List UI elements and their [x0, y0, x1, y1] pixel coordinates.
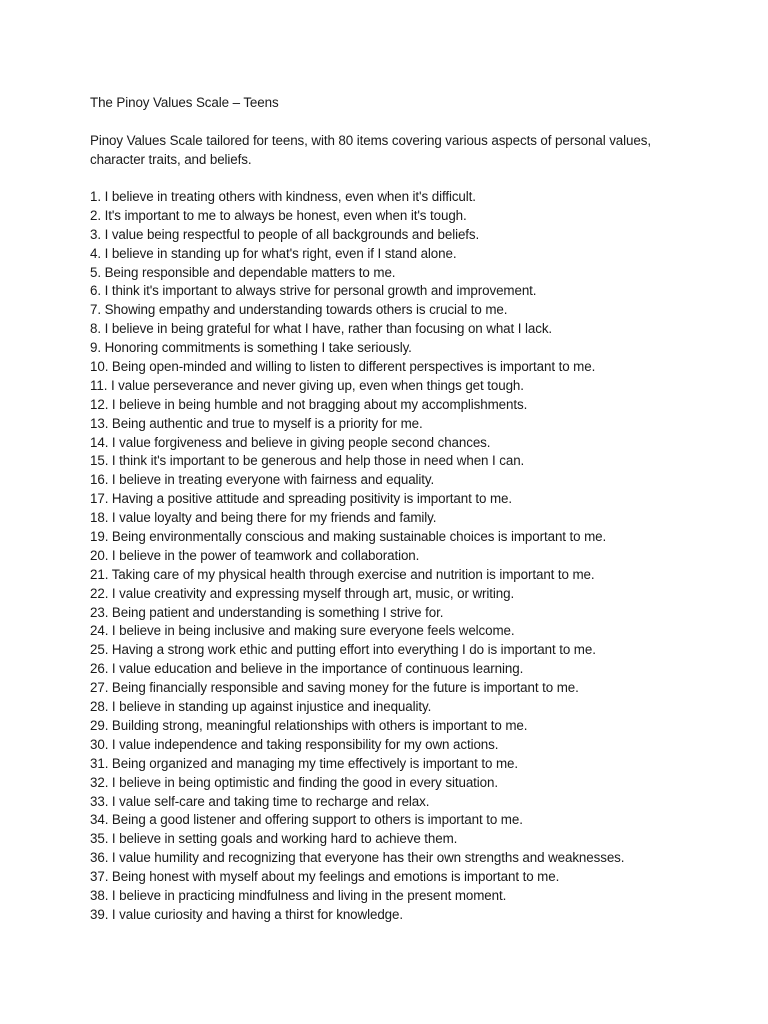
values-item: 14. I value forgiveness and believe in giving people second chances.	[90, 434, 491, 450]
values-item: 13. Being authentic and true to myself is a priority for me.	[90, 415, 423, 431]
values-item: 23. Being patient and understanding is something I strive for.	[90, 604, 444, 620]
values-item: 7. Showing empathy and understanding towards others is crucial to me.	[90, 302, 508, 318]
values-item: 27. Being financially responsible and saving money for the future is important to me.	[90, 680, 579, 696]
values-item: 9. Honoring commitments is something I take seriously.	[90, 340, 412, 356]
values-item: 6. I think it's important to always strive for personal growth and improvement.	[90, 283, 537, 299]
document-content	[90, 93, 690, 925]
values-item: 22. I value creativity and expressing myself through art, music, or writing.	[90, 585, 515, 601]
values-item: 10. Being open-minded and willing to listen to different perspectives is important to me.	[90, 359, 596, 375]
document-intro: Pinoy Values Scale tailored for teens, with 80 items covering various aspects of personal values, character traits, and beliefs.	[90, 133, 651, 167]
values-item: 17. Having a positive attitude and spreading positivity is important to me.	[90, 491, 512, 507]
values-item: 25. Having a strong work ethic and putting effort into everything I do is important to me.	[90, 642, 596, 658]
values-item: 38. I believe in practicing mindfulness and living in the present moment.	[90, 887, 507, 903]
document-title: The Pinoy Values Scale – Teens	[90, 95, 279, 110]
values-item: 11. I value perseverance and never giving up, even when things get tough.	[90, 377, 524, 393]
values-item: 15. I think it's important to be generous and help those in need when I can.	[90, 453, 525, 469]
values-item: 5. Being responsible and dependable matters to me.	[90, 264, 396, 280]
values-item: 34. Being a good listener and offering support to others is important to me.	[90, 812, 523, 828]
values-item: 39. I value curiosity and having a thirst for knowledge.	[90, 906, 403, 922]
values-item: 37. Being honest with myself about my feelings and emotions is important to me.	[90, 869, 560, 885]
values-item: 3. I value being respectful to people of all backgrounds and beliefs.	[90, 226, 480, 242]
values-item: 31. Being organized and managing my time effectively is important to me.	[90, 755, 518, 771]
values-item: 26. I value education and believe in the importance of continuous learning.	[90, 661, 524, 677]
values-item: 12. I believe in being humble and not bragging about my accomplishments.	[90, 396, 528, 412]
values-item: 2. It's important to me to always be honest, even when it's tough.	[90, 207, 467, 223]
values-item: 1. I believe in treating others with kindness, even when it's difficult.	[90, 189, 476, 204]
values-item: 32. I believe in being optimistic and finding the good in every situation.	[90, 774, 498, 790]
values-item: 35. I believe in setting goals and working hard to achieve them.	[90, 831, 458, 847]
values-item-list	[90, 188, 690, 925]
values-item: 8. I believe in being grateful for what I have, rather than focusing on what I lack.	[90, 321, 553, 337]
values-item: 33. I value self-care and taking time to recharge and relax.	[90, 793, 430, 809]
values-item: 28. I believe in standing up against injustice and inequality.	[90, 699, 432, 715]
values-item: 18. I value loyalty and being there for my friends and family.	[90, 510, 437, 526]
values-item: 36. I value humility and recognizing that everyone has their own strengths and weaknesses.	[90, 850, 625, 866]
values-item: 24. I believe in being inclusive and making sure everyone feels welcome.	[90, 623, 515, 639]
values-item: 19. Being environmentally conscious and making sustainable choices is important to me.	[90, 529, 607, 545]
values-item: 29. Building strong, meaningful relationships with others is important to me.	[90, 717, 528, 733]
values-item: 4. I believe in standing up for what's right, even if I stand alone.	[90, 245, 457, 261]
values-item: 16. I believe in treating everyone with fairness and equality.	[90, 472, 435, 488]
values-item: 20. I believe in the power of teamwork and collaboration.	[90, 547, 420, 563]
values-item: 21. Taking care of my physical health through exercise and nutrition is important to me.	[90, 566, 595, 582]
values-item: 30. I value independence and taking responsibility for my own actions.	[90, 736, 499, 752]
